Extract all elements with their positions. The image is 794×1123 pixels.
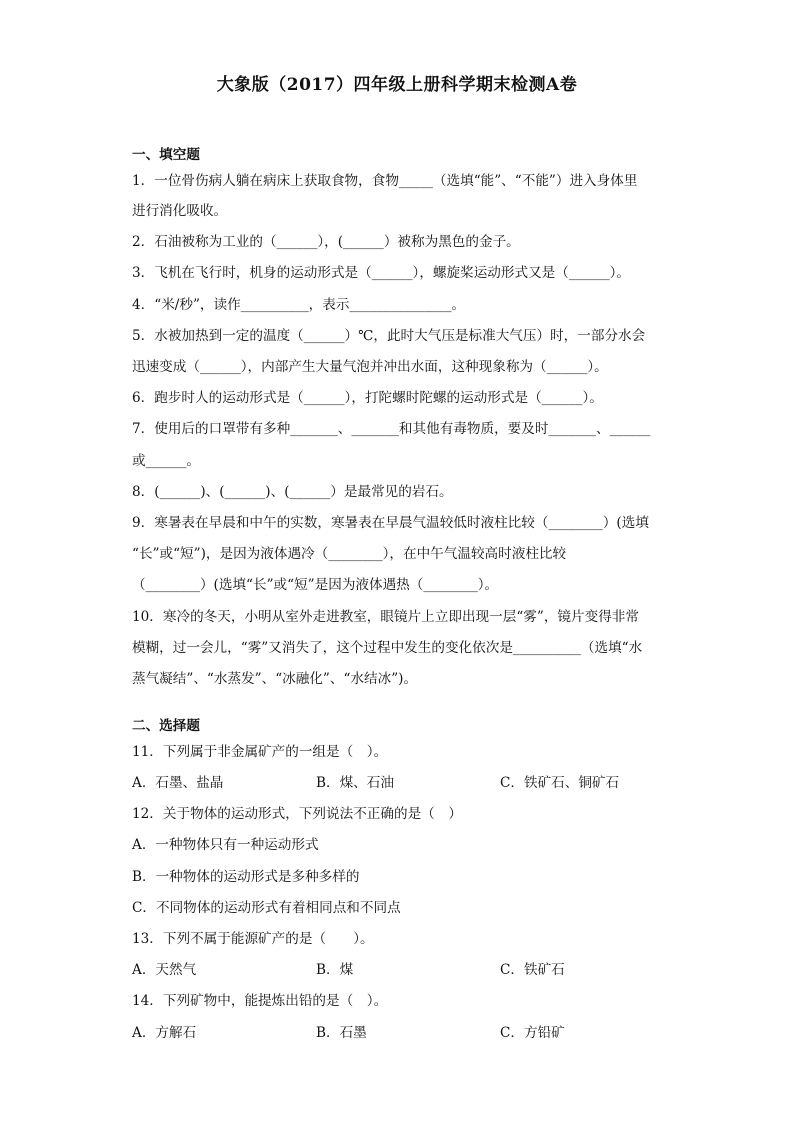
option-c: C．不同物体的运动形式有着相同点和不同点 bbox=[132, 900, 401, 916]
question-line: 5．水被加热到一定的温度（______）℃，此时大气压是标准大气压）时，一部分水会 bbox=[132, 328, 646, 344]
page-title: 大象版（2017）四年级上册科学期末检测A卷 bbox=[216, 75, 578, 95]
option-a: A．石墨、盐晶 bbox=[132, 775, 224, 791]
option-b: B．煤、石油 bbox=[316, 775, 394, 791]
option-c: C．铁矿石 bbox=[500, 962, 565, 978]
question-line: 10．寒冷的冬天，小明从室外走进教室，眼镜片上立即出现一层“雾”，镜片变得非常 bbox=[132, 609, 639, 625]
section-heading-choice: 二、选择题 bbox=[132, 718, 200, 734]
question-line: 7．使用后的口罩带有多种_______、_______和其他有毒物质，要及时_______、______ bbox=[132, 421, 651, 437]
option-b: B．煤 bbox=[316, 962, 354, 978]
question-line: 3．飞机在飞行时，机身的运动形式是（______），螺旋桨运动形式又是（______）。 bbox=[132, 265, 631, 281]
question-stem: 14．下列矿物中，能提炼出铅的是（ ）。 bbox=[132, 993, 388, 1009]
question-line: 6．跑步时人的运动形式是（______），打陀螺时陀螺的运动形式是（______）。 bbox=[132, 390, 603, 406]
question-line: （________）(选填“长”或“短”是因为液体遇热（________）。 bbox=[132, 577, 499, 593]
option-b: B．石墨 bbox=[316, 1025, 367, 1041]
option-a: A．天然气 bbox=[132, 962, 197, 978]
question-line: 蒸气凝结”、“水蒸发”、“冰融化”、“水结冰”)。 bbox=[132, 671, 418, 687]
question-line: 进行消化吸收。 bbox=[132, 203, 228, 219]
question-line: 模糊，过一会儿，“雾”又消失了，这个过程中发生的变化依次是__________（选填“水 bbox=[132, 640, 643, 656]
option-c: C．方铅矿 bbox=[500, 1025, 565, 1041]
section-heading-fill-in: 一、填空题 bbox=[132, 147, 200, 163]
question-line: 或______。 bbox=[132, 453, 200, 469]
question-line: 8．(______)、(______)、(______）是最常见的岩石。 bbox=[132, 484, 453, 500]
option-c: C．铁矿石、铜矿石 bbox=[500, 775, 620, 791]
question-line: “长”或“短”)，是因为液体遇冷（________），在中午气温较高时液柱比较 bbox=[132, 546, 567, 562]
question-line: 2．石油被称为工业的（______），(______）被称为黑色的金子。 bbox=[132, 234, 520, 250]
question-stem: 13．下列不属于能源矿产的是（ ）。 bbox=[132, 931, 374, 947]
question-stem: 11．下列属于非金属矿产的一组是（ ）。 bbox=[132, 744, 388, 760]
question-line: 4．“米/秒”，读作__________，表示_______________。 bbox=[132, 297, 465, 313]
option-b: B．一种物体的运动形式是多种多样的 bbox=[132, 869, 360, 885]
question-line: 1．一位骨伤病人躺在病床上获取食物，食物_____（选填“能”、“不能”）进入身体里 bbox=[132, 173, 638, 189]
question-stem: 12．关于物体的运动形式，下列说法不正确的是（ ） bbox=[132, 806, 462, 822]
option-a: A．方解石 bbox=[132, 1025, 197, 1041]
option-a: A．一种物体只有一种运动形式 bbox=[132, 837, 319, 853]
question-line: 9．寒暑表在早晨和中午的实数，寒暑表在早晨气温较低时液柱比较（________）(选填 bbox=[132, 515, 649, 531]
question-line: 迅速变成（______），内部产生大量气泡并冲出水面，这种现象称为（______）。 bbox=[132, 359, 608, 375]
